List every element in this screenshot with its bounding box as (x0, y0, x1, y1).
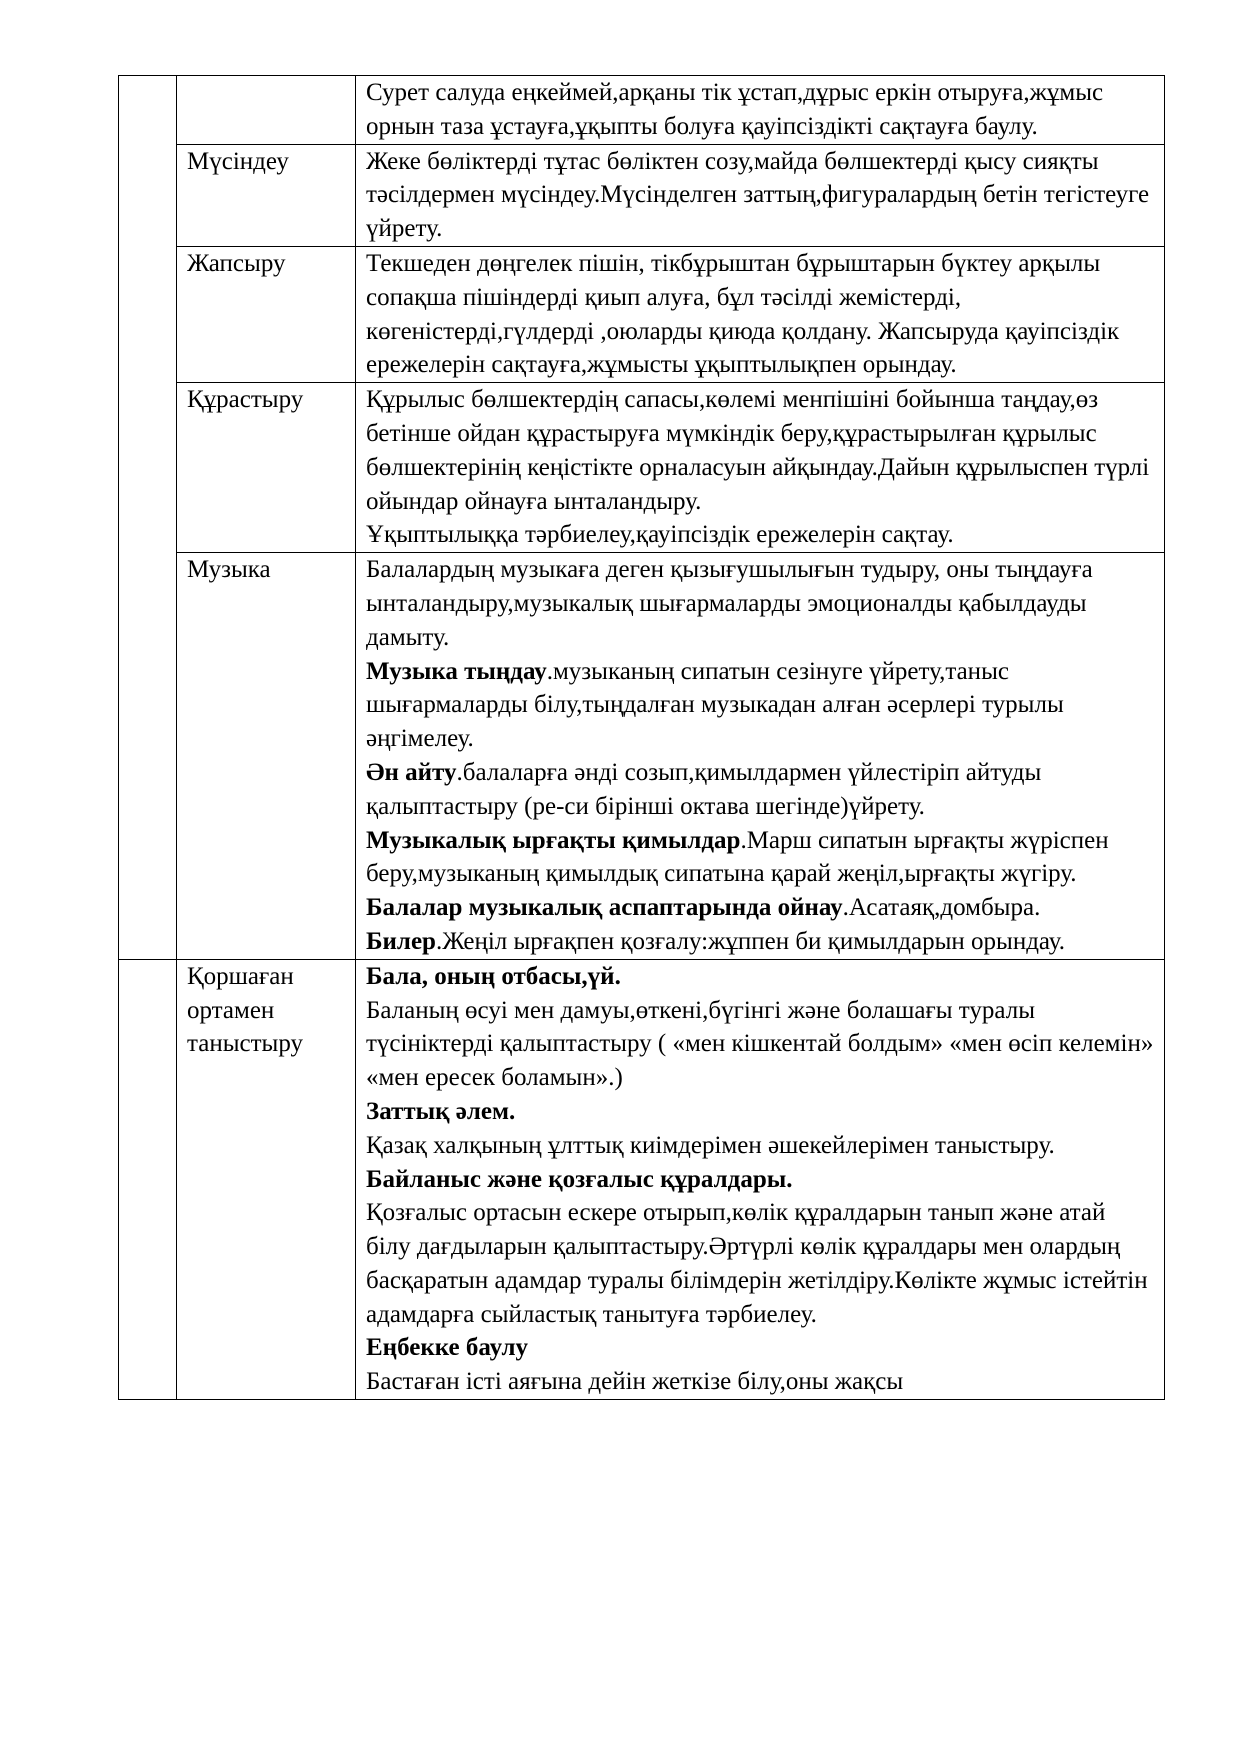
paragraph-text: Балалардың музыкаға деген қызығушылығын тудыру, оны тыңдауға ынталандыру,музыкалық шығармаларды эмоционалды қабылдауды дамыту. (366, 556, 1093, 651)
paragraph-text: Текшеден дөңгелек пішін, тікбұрыштан бұрыштарын бүктеу арқылы сопақша пішіндерді қиып алуға, бұл тәсілді жемістерді, көгеністерді,гүлдерді ,оюларды қиюда қолдану. Жапсыруда қауіпсіздік ережелерін сақтауға,жұмысты ұқыптылықпен орындау. (366, 249, 1120, 379)
paragraph-text: Бастаған істі аяғына дейін жеткізе білу,оны жақсы (366, 1368, 904, 1396)
content-paragraph (366, 1331, 1154, 1365)
subject-cell: Мүсіндеу (177, 144, 356, 246)
section-heading: Заттық әлем. (366, 1097, 516, 1125)
paragraph-text: .Марш сипатын ырғақты жүріспен беру,музыканың қимылдық сипатына қарай жеңіл,ырғақты жүгіру. (366, 826, 1109, 888)
content-paragraph (366, 518, 1154, 552)
content-paragraph (366, 756, 1154, 824)
content-paragraph (366, 960, 1154, 994)
content-paragraph (366, 145, 1154, 246)
content-paragraph (366, 1129, 1154, 1163)
content-cell (356, 553, 1165, 960)
subject-cell: Құрастыру (177, 383, 356, 553)
subject-cell (177, 76, 356, 145)
subject-cell: Жапсыру (177, 246, 356, 382)
content-cell (356, 246, 1165, 382)
paragraph-text: .балаларға әнді созып,қимылдармен үйлестіріп айтуды қалыптастыру (ре-си бірінші октава шегінде)үйрету. (366, 758, 1042, 820)
subject-cell: Музыка (177, 553, 356, 960)
content-paragraph (366, 1095, 1154, 1129)
subject-cell: Қоршаған ортамен таныстыру (177, 959, 356, 1399)
curriculum-table (118, 75, 1165, 1400)
section-heading: Ән айту (366, 758, 457, 786)
content-cell (356, 959, 1165, 1399)
paragraph-text: Қазақ халқының ұлттық киімдерімен әшекейлерімен таныстыру. (366, 1131, 1055, 1159)
content-paragraph (366, 824, 1154, 892)
content-paragraph (366, 76, 1154, 144)
section-heading: Билер (366, 927, 436, 955)
section-heading: Еңбекке баулу (366, 1334, 529, 1362)
content-cell (356, 144, 1165, 246)
content-paragraph (366, 891, 1154, 925)
paragraph-text: .Асатаяқ,домбыра. (842, 894, 1041, 922)
content-paragraph (366, 1196, 1154, 1331)
table-row (119, 144, 1165, 246)
section-heading: Музыкалық ырғақты қимылдар (366, 826, 741, 854)
content-cell (356, 383, 1165, 553)
content-paragraph (366, 1163, 1154, 1197)
paragraph-text: Ұқыптылыққа тәрбиелеу,қауіпсіздік ережелерін сақтау. (366, 521, 954, 549)
paragraph-text: Сурет салуда еңкеймей,арқаны тік ұстап,дұрыс еркін отыруға,жұмыс орнын таза ұстауға,ұқыпты болуға қауіпсіздікті сақтауға баулу. (366, 79, 1104, 140)
table-row (119, 246, 1165, 382)
table-row (119, 383, 1165, 553)
content-paragraph (366, 1365, 1154, 1399)
section-heading: Бала, оның отбасы,үй. (366, 962, 621, 990)
document-page (118, 75, 1164, 1400)
content-paragraph (366, 994, 1154, 1095)
content-paragraph (366, 655, 1154, 756)
index-cell (119, 76, 177, 960)
paragraph-text: Жеке бөліктерді тұтас бөліктен созу,майда бөлшектерді қысу сияқты тәсілдермен мүсіндеу.Мүсінделген заттың,фигуралардың бетін тегістеуге үйрету. (366, 147, 1150, 243)
paragraph-text: .музыканың сипатын сезінуге үйрету,таныс шығармаларды білу,тыңдалған музыкадан алған әсерлері турылы әңгімелеу. (366, 657, 1064, 753)
index-cell (119, 959, 177, 1399)
content-paragraph (366, 383, 1154, 518)
content-paragraph (366, 925, 1154, 959)
paragraph-text: .Жеңіл ырғақпен қозғалу:жұппен би қимылдарын орындау. (435, 927, 1066, 955)
paragraph-text: Қозғалыс ортасын ескере отырып,көлік құралдарын танып және атай білу дағдыларын қалыптастыру.Әртүрлі көлік құралдары мен олардың басқаратын адамдар туралы білімдерін жетілдіру.Көлікте жұмыс істейтін адамдарға сыйластық танытуға тәрбиелеу. (366, 1199, 1148, 1328)
paragraph-text: Баланың өсуі мен дамуы,өткені,бүгінгі және болашағы туралы түсініктерді қалыптастыру ( «мен кішкентай болдым» «мен өсіп келемін» «мен ересек боламын».) (366, 996, 1154, 1092)
content-paragraph (366, 553, 1154, 654)
section-heading: Байланыс және қозғалыс құралдары. (366, 1165, 793, 1193)
table-row (119, 959, 1165, 1399)
content-cell (356, 76, 1165, 145)
section-heading: Музыка тыңдау (366, 657, 547, 685)
table-row (119, 76, 1165, 145)
table-row (119, 553, 1165, 960)
paragraph-text: Құрылыс бөлшектердің сапасы,көлемі менпішіні бойынша таңдау,өз бетінше ойдан құрастыруға мүмкіндік беру,құрастырылған құрылыс бөлшектерінің кеңістікте орналасуын айқындау.Дайын құрылыспен түрлі ойындар ойнауға ынталандыру. (366, 386, 1150, 515)
section-heading: Балалар музыкалық аспаптарында ойнау (366, 894, 843, 922)
content-paragraph (366, 247, 1154, 382)
